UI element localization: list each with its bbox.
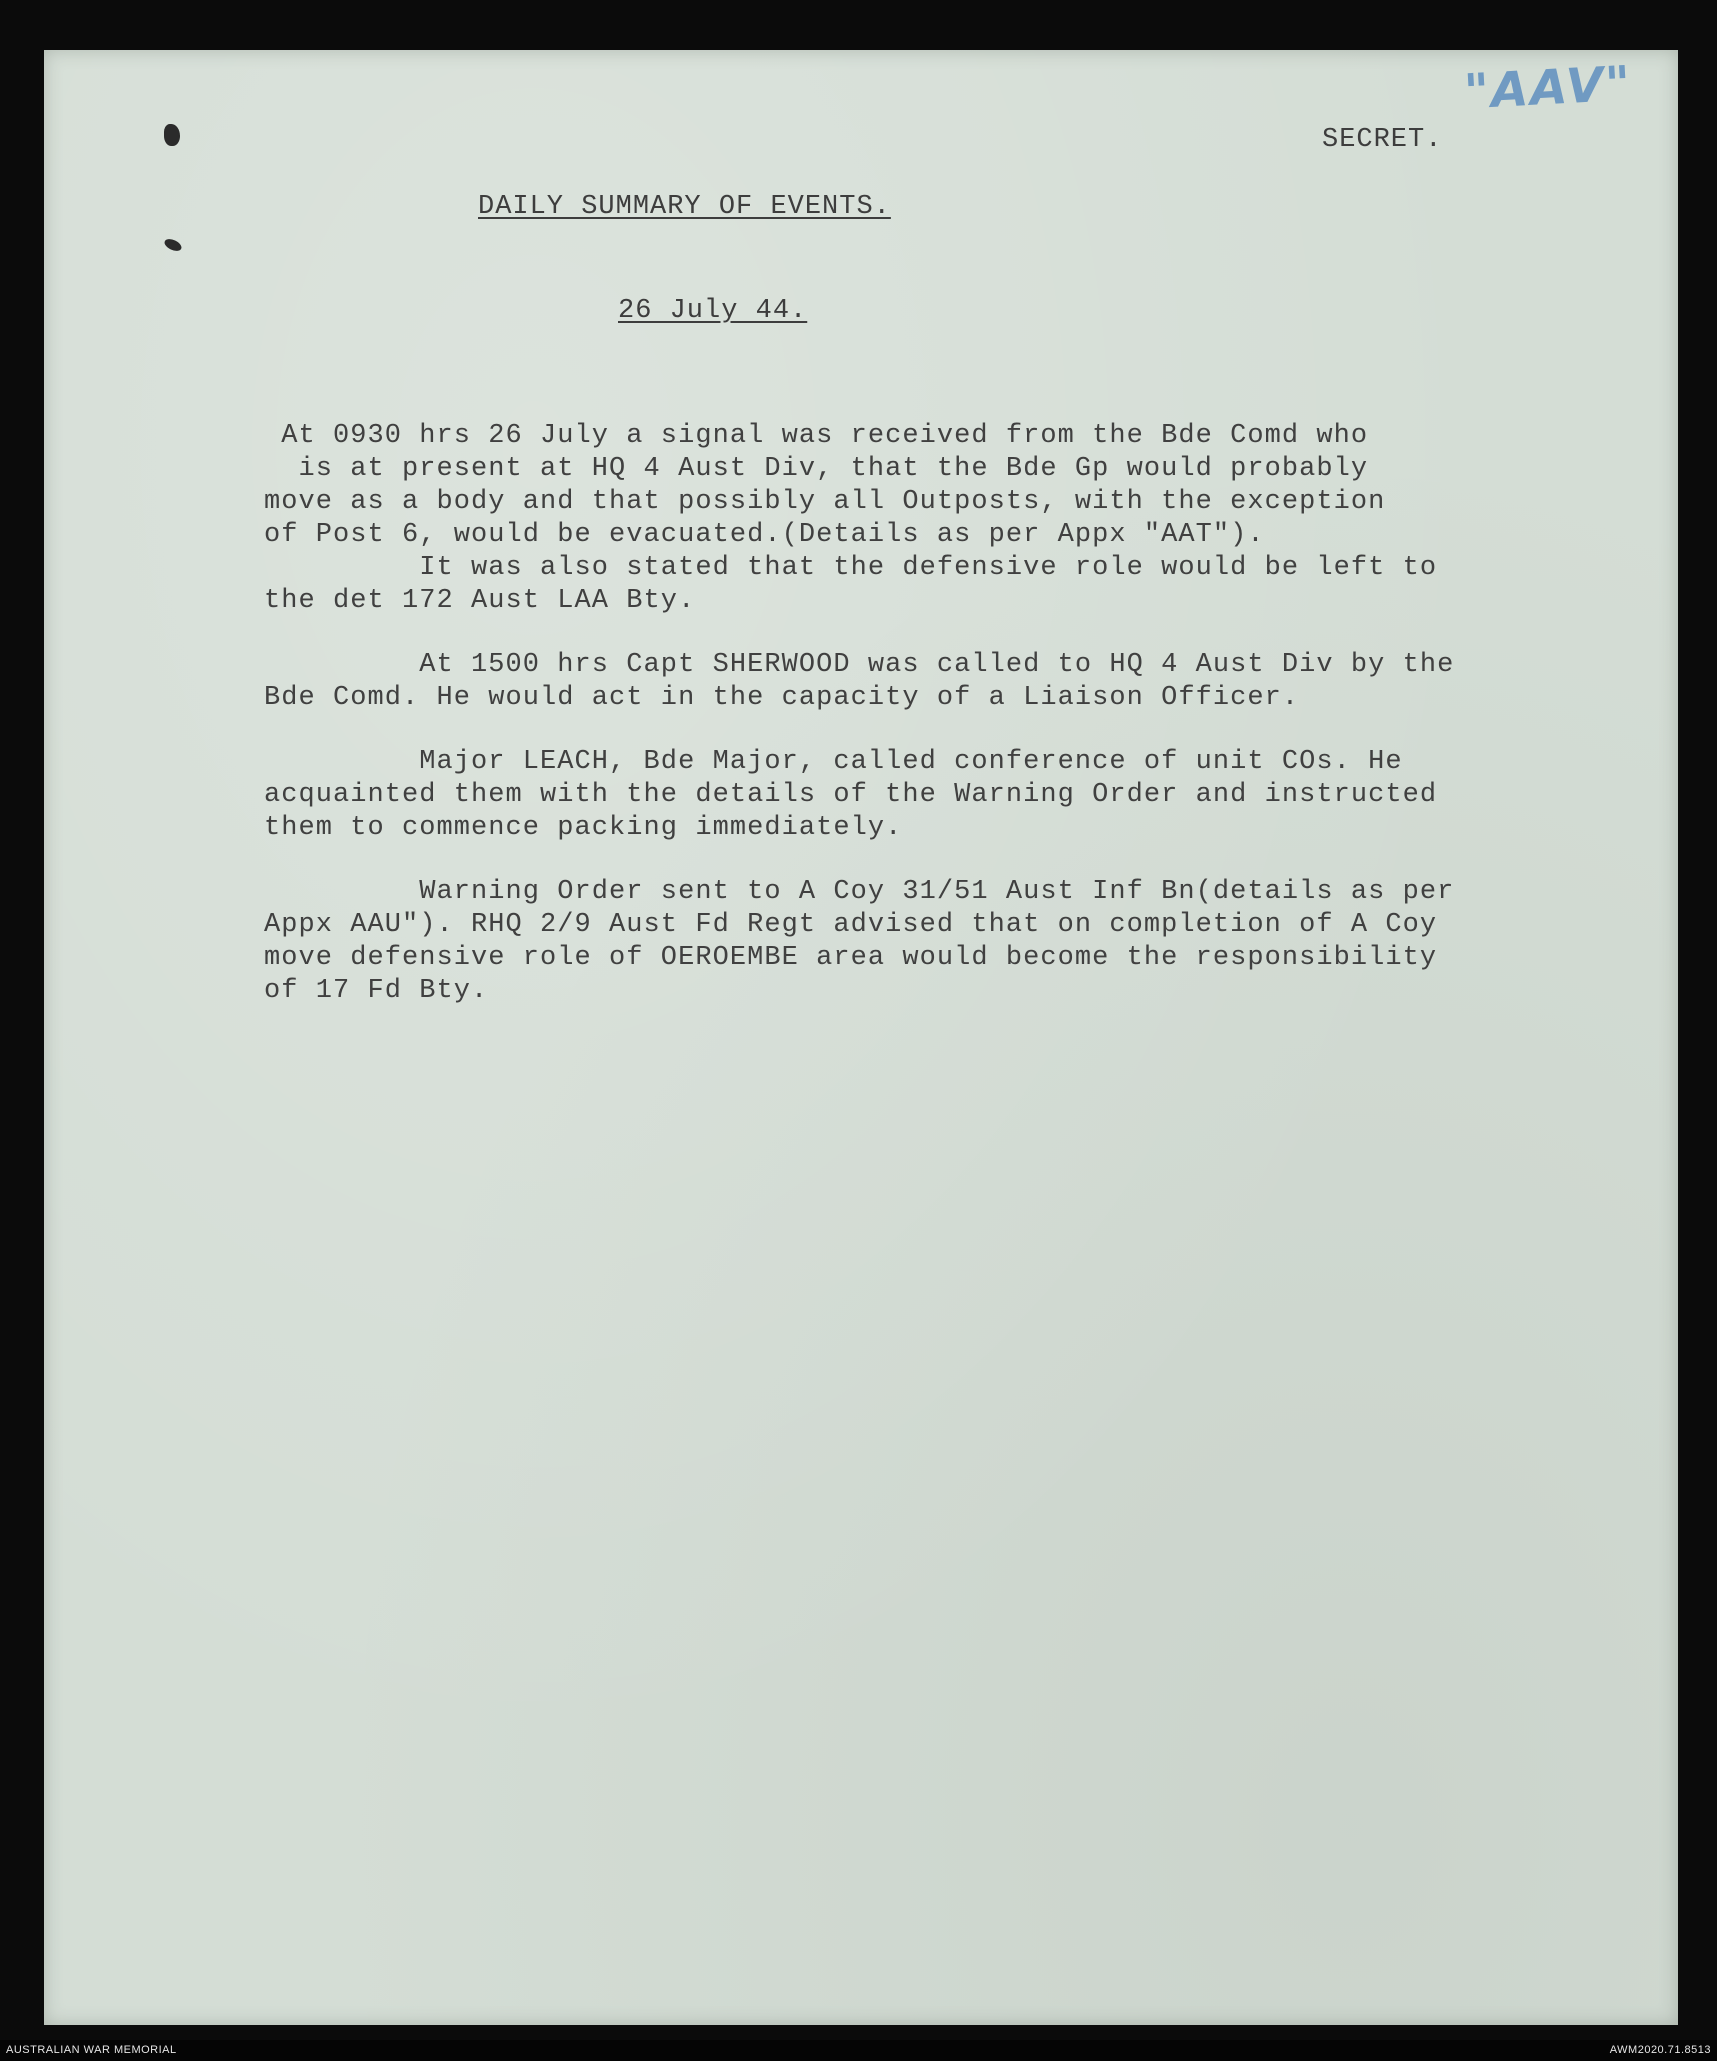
classification-label: SECRET. [1322,125,1443,155]
document-body [264,420,1614,1008]
body-paragraph: Major LEACH, Bde Major, called conference of unit COs. He acquainted them with the details of the Warning Order and instructed them to commence packing immediately. [264,747,1438,843]
document-date: 26 July 44. [618,296,808,326]
body-paragraph: At 1500 hrs Capt SHERWOOD was called to HQ 4 Aust Div by the Bde Comd. He would act in the capacity of a Liaison Officer. [264,650,1455,713]
body-paragraph: At 0930 hrs 26 July a signal was received from the Bde Comd who is at present at HQ 4 Aust Div, that the Bde Gp would probably move as a body and that possibly all Outposts, with the exception of Post 6, would be evacuated.(Details as per Appx "AAT"). It was also stated that the defensive role would be left to the det 172 Aust LAA Bty. [264,421,1438,616]
footer-accession-number: AWM2020.71.8513 [1609,2044,1711,2056]
punch-hole-mark [164,124,180,146]
document-page [44,50,1678,2025]
footer-archive-name: AUSTRALIAN WAR MEMORIAL [6,2044,177,2056]
document-title: DAILY SUMMARY OF EVENTS. [478,192,891,222]
body-paragraph: Warning Order sent to A Coy 31/51 Aust Inf Bn(details as per Appx AAU"). RHQ 2/9 Aust Fd Regt advised that on completion of A Coy move defensive role of OEROEMBE area would become the responsibility of 17 Fd Bty. [264,877,1455,1006]
appendix-stamp: "AAV" [1462,55,1634,121]
